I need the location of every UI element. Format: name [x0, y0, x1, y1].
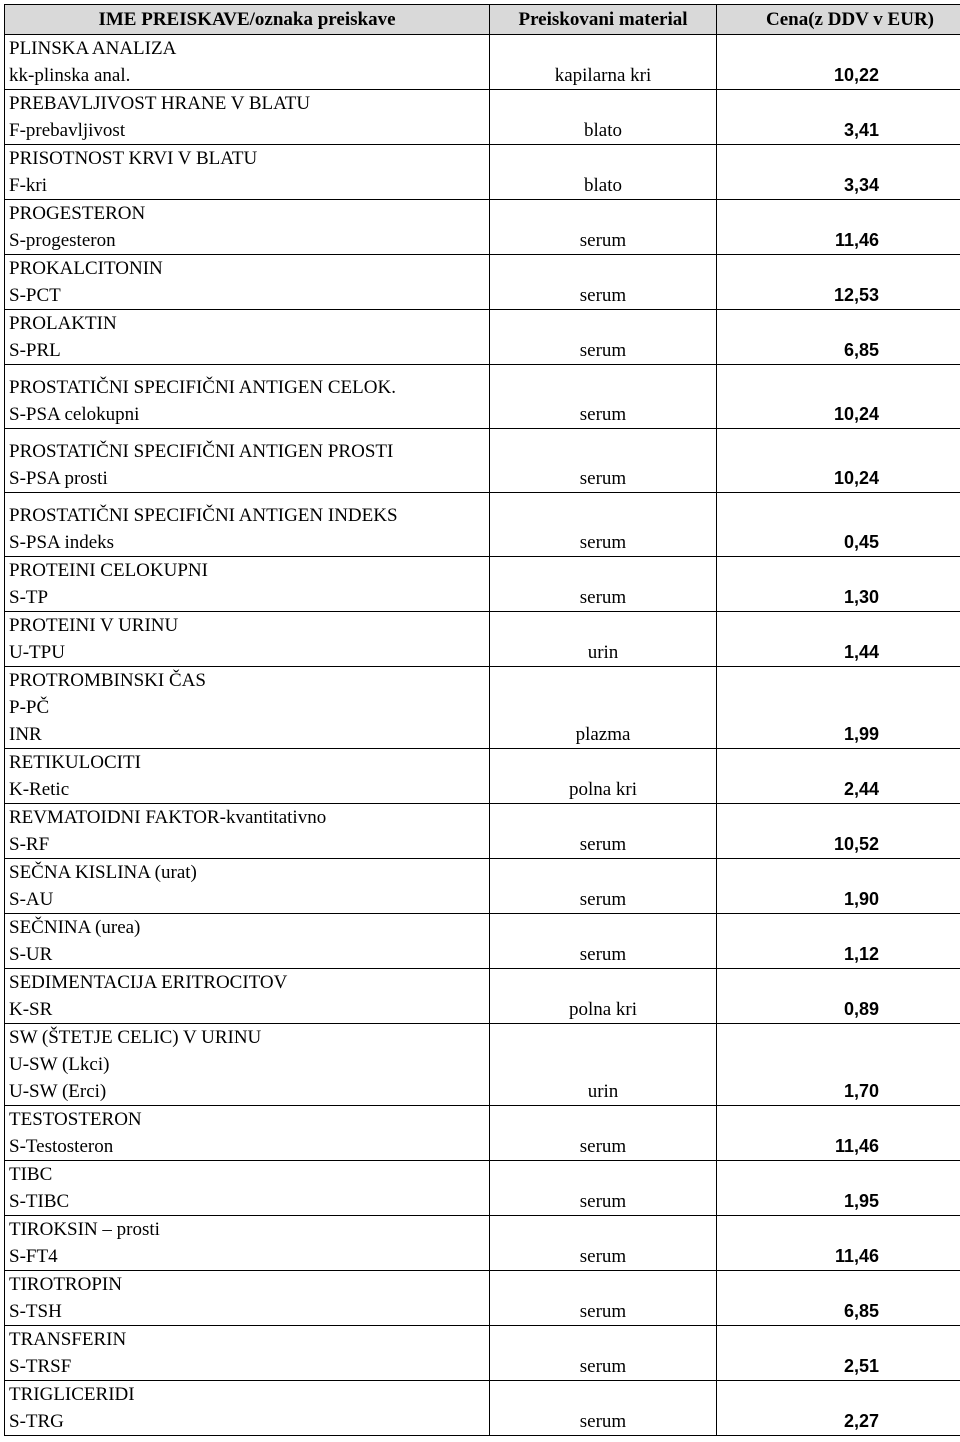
material-cell: serum — [490, 429, 717, 493]
test-code: kk-plinska anal. — [9, 65, 131, 86]
test-name-text: PROTEINI CELOKUPNI — [9, 560, 208, 581]
test-name-text: PROTEINI V URINU — [9, 615, 179, 636]
test-code: INR — [9, 724, 42, 745]
table-row — [5, 1326, 960, 1381]
test-name-text: TRANSFERIN — [9, 1329, 127, 1350]
table-row — [5, 1216, 960, 1271]
price-cell: 1,30 — [717, 557, 960, 612]
price-cell: 1,90 — [717, 859, 960, 914]
table-row — [5, 914, 960, 969]
material-cell: serum — [490, 1216, 717, 1271]
test-name — [9, 804, 485, 831]
test-cell — [5, 1106, 490, 1161]
table-row — [5, 429, 960, 493]
material-cell: serum — [490, 200, 717, 255]
table-row — [5, 255, 960, 310]
table-row — [5, 35, 960, 90]
test-cell — [5, 145, 490, 200]
test-code: P-PČ — [9, 697, 50, 718]
material-cell: plazma — [490, 667, 717, 749]
test-name — [9, 438, 485, 465]
price-cell: 2,51 — [717, 1326, 960, 1381]
test-cell — [5, 667, 490, 749]
price-cell: 10,24 — [717, 365, 960, 429]
test-name — [9, 859, 485, 886]
test-name-text: SEČNA KISLINA (urat) — [9, 862, 197, 883]
test-name-text: PROSTATIČNI SPECIFIČNI ANTIGEN INDEKS — [9, 505, 398, 526]
test-name-text: SEDIMENTACIJA ERITROCITOV — [9, 972, 288, 993]
test-name-text: PROGESTERON — [9, 203, 146, 224]
test-name — [9, 557, 485, 584]
test-name — [9, 90, 485, 117]
table-row — [5, 145, 960, 200]
test-name-text: PROSTATIČNI SPECIFIČNI ANTIGEN PROSTI — [9, 441, 394, 462]
test-cell — [5, 557, 490, 612]
header-material: Preiskovani material — [490, 5, 717, 35]
price-table — [4, 4, 960, 1436]
material-cell: serum — [490, 804, 717, 859]
test-name — [9, 1271, 485, 1298]
price-cell: 11,46 — [717, 200, 960, 255]
test-code: S-TRG — [9, 1411, 64, 1432]
table-header-row — [5, 5, 960, 35]
test-code: F-prebavljivost — [9, 120, 126, 141]
test-name-text: PREBAVLJIVOST HRANE V BLATU — [9, 93, 311, 114]
test-cell — [5, 1216, 490, 1271]
test-code: S-AU — [9, 889, 54, 910]
price-cell: 1,95 — [717, 1161, 960, 1216]
test-name — [9, 35, 485, 62]
test-name-text: TIROTROPIN — [9, 1274, 122, 1295]
material-cell: serum — [490, 1326, 717, 1381]
test-name — [9, 969, 485, 996]
price-cell: 1,12 — [717, 914, 960, 969]
price-cell: 1,99 — [717, 667, 960, 749]
test-name — [9, 1024, 485, 1051]
test-code: S-PSA indeks — [9, 532, 115, 553]
test-code: K-Retic — [9, 779, 70, 800]
price-cell: 1,70 — [717, 1024, 960, 1106]
test-name — [9, 612, 485, 639]
test-cell — [5, 493, 490, 557]
test-cell — [5, 429, 490, 493]
material-cell: urin — [490, 612, 717, 667]
material-cell: polna kri — [490, 749, 717, 804]
price-cell: 6,85 — [717, 1271, 960, 1326]
table-row — [5, 1106, 960, 1161]
price-cell: 2,27 — [717, 1381, 960, 1436]
test-name — [9, 1326, 485, 1353]
table-row — [5, 310, 960, 365]
header-price: Cena(z DDV v EUR) — [717, 5, 960, 35]
test-cell — [5, 804, 490, 859]
test-name — [9, 200, 485, 227]
material-cell: serum — [490, 1161, 717, 1216]
price-cell: 10,22 — [717, 35, 960, 90]
test-cell — [5, 1271, 490, 1326]
table-row — [5, 365, 960, 429]
test-cell — [5, 1381, 490, 1436]
test-cell — [5, 200, 490, 255]
test-code: S-TSH — [9, 1301, 62, 1322]
test-cell — [5, 969, 490, 1024]
test-cell — [5, 1326, 490, 1381]
test-name-text: TIROKSIN – prosti — [9, 1219, 160, 1240]
price-cell: 2,44 — [717, 749, 960, 804]
test-name-text: PROTROMBINSKI ČAS — [9, 670, 206, 691]
material-cell: serum — [490, 914, 717, 969]
table-row — [5, 557, 960, 612]
test-name-text: PROKALCITONIN — [9, 258, 163, 279]
material-cell: serum — [490, 493, 717, 557]
table-row — [5, 804, 960, 859]
table-row — [5, 1024, 960, 1106]
test-cell — [5, 365, 490, 429]
test-cell — [5, 35, 490, 90]
price-cell: 1,44 — [717, 612, 960, 667]
test-name — [9, 145, 485, 172]
test-name-text: PRISOTNOST KRVI V BLATU — [9, 148, 258, 169]
test-cell — [5, 612, 490, 667]
test-cell — [5, 255, 490, 310]
material-cell: serum — [490, 859, 717, 914]
material-cell: serum — [490, 1381, 717, 1436]
test-code: S-progesteron — [9, 230, 116, 251]
price-cell: 0,45 — [717, 493, 960, 557]
test-name — [9, 374, 485, 401]
table-body — [5, 35, 960, 1436]
material-cell: blato — [490, 90, 717, 145]
price-cell: 10,52 — [717, 804, 960, 859]
test-name — [9, 1161, 485, 1188]
test-name-text: REVMATOIDNI FAKTOR- — [9, 807, 226, 828]
material-cell: serum — [490, 310, 717, 365]
test-code: K-SR — [9, 999, 53, 1020]
test-code: S-TRSF — [9, 1356, 72, 1377]
price-cell: 12,53 — [717, 255, 960, 310]
material-cell: blato — [490, 145, 717, 200]
test-code: S-PCT — [9, 285, 61, 306]
material-cell: serum — [490, 255, 717, 310]
material-cell: serum — [490, 365, 717, 429]
table-row — [5, 1161, 960, 1216]
table-row — [5, 90, 960, 145]
test-name — [9, 749, 485, 776]
table-row — [5, 1271, 960, 1326]
test-name-suffix: kvantitativno — [225, 807, 327, 828]
table-row — [5, 1381, 960, 1436]
test-name-text: TESTOSTERON — [9, 1109, 142, 1130]
test-code: S-Testosteron — [9, 1136, 114, 1157]
test-name — [9, 667, 485, 694]
test-name — [9, 1216, 485, 1243]
test-name — [9, 1381, 485, 1408]
test-code: S-TP — [9, 587, 49, 608]
header-test-name: IME PREISKAVE/oznaka preiskave — [5, 5, 490, 35]
test-cell — [5, 749, 490, 804]
test-code: S-PRL — [9, 340, 61, 361]
test-code: S-PSA prosti — [9, 468, 108, 489]
test-cell — [5, 914, 490, 969]
test-cell — [5, 1024, 490, 1106]
test-code: S-UR — [9, 944, 53, 965]
price-cell: 11,46 — [717, 1106, 960, 1161]
price-cell: 3,34 — [717, 145, 960, 200]
price-cell: 10,24 — [717, 429, 960, 493]
test-code: F-kri — [9, 175, 47, 196]
table-row — [5, 493, 960, 557]
test-name-text: PLINSKA ANALIZA — [9, 38, 177, 59]
price-cell: 0,89 — [717, 969, 960, 1024]
material-cell: serum — [490, 557, 717, 612]
material-cell: urin — [490, 1024, 717, 1106]
test-name — [9, 502, 485, 529]
test-code: U-SW (Lkci) — [9, 1054, 110, 1075]
test-cell — [5, 90, 490, 145]
test-name-text: SEČNINA (urea) — [9, 917, 141, 938]
test-name-text: TIBC — [9, 1164, 53, 1185]
test-code: U-TPU — [9, 642, 65, 663]
table-row — [5, 667, 960, 749]
price-cell: 6,85 — [717, 310, 960, 365]
test-code: U-SW (Erci) — [9, 1081, 107, 1102]
test-name-text: PROLAKTIN — [9, 313, 117, 334]
material-cell: polna kri — [490, 969, 717, 1024]
test-code: S-PSA celokupni — [9, 404, 140, 425]
test-name-text: PROSTATIČNI SPECIFIČNI ANTIGEN CELOK. — [9, 377, 396, 398]
test-cell — [5, 310, 490, 365]
table-row — [5, 859, 960, 914]
test-name — [9, 1106, 485, 1133]
test-cell — [5, 1161, 490, 1216]
test-code: S-RF — [9, 834, 50, 855]
test-name-text: TRIGLICERIDI — [9, 1384, 135, 1405]
test-name-text: RETIKULOCITI — [9, 752, 141, 773]
material-cell: serum — [490, 1106, 717, 1161]
table-row — [5, 749, 960, 804]
test-name — [9, 310, 485, 337]
test-code: S-TIBC — [9, 1191, 70, 1212]
table-row — [5, 612, 960, 667]
material-cell: kapilarna kri — [490, 35, 717, 90]
test-code: S-FT4 — [9, 1246, 58, 1267]
test-name-text: SW (ŠTETJE CELIC) V URINU — [9, 1027, 262, 1048]
test-name — [9, 255, 485, 282]
test-cell — [5, 859, 490, 914]
price-cell: 3,41 — [717, 90, 960, 145]
price-cell: 11,46 — [717, 1216, 960, 1271]
table-row — [5, 200, 960, 255]
table-row — [5, 969, 960, 1024]
test-name — [9, 914, 485, 941]
material-cell: serum — [490, 1271, 717, 1326]
